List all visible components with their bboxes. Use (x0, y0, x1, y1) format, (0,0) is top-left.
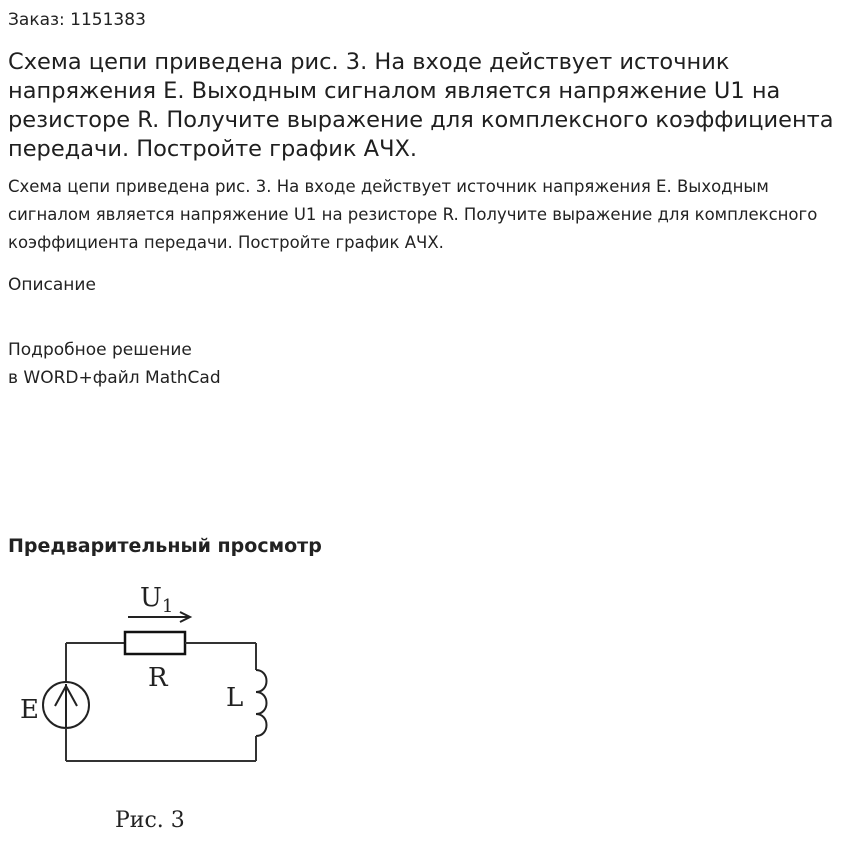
order-number: Заказ: 1151383 (8, 10, 146, 30)
source-label: E (20, 695, 39, 725)
voltage-subscript: 1 (161, 596, 174, 617)
resistor-label: R (148, 663, 168, 693)
page-title: Схема цепи приведена рис. 3. На входе действует источник напряжения E. Выходным сигналом является напряжение U1 на резисторе R. Получите выражение для комплексного коэффициента передачи. Постройте график АЧХ. (8, 49, 834, 162)
inductor (256, 670, 267, 736)
resistor (125, 632, 185, 654)
figure-caption: Рис. 3 (115, 808, 185, 833)
preview-heading: Предварительный просмотр (8, 535, 322, 557)
description-line: Подробное решение (8, 340, 192, 360)
inductor-label: L (226, 683, 244, 713)
voltage-label: $U_1$ (140, 583, 174, 617)
circuit-figure (0, 570, 300, 840)
circuit-diagram (0, 570, 300, 840)
description-details (8, 336, 221, 392)
description-heading: Описание (8, 275, 96, 295)
task-description: Схема цепи приведена рис. 3. На входе действует источник напряжения E. Выходным сигналом является напряжение U1 на резисторе R. Получите выражение для комплексного коэффициента передачи. Постройте график АЧХ. (8, 177, 818, 252)
description-line: в WORD+файл MathCad (8, 368, 221, 388)
